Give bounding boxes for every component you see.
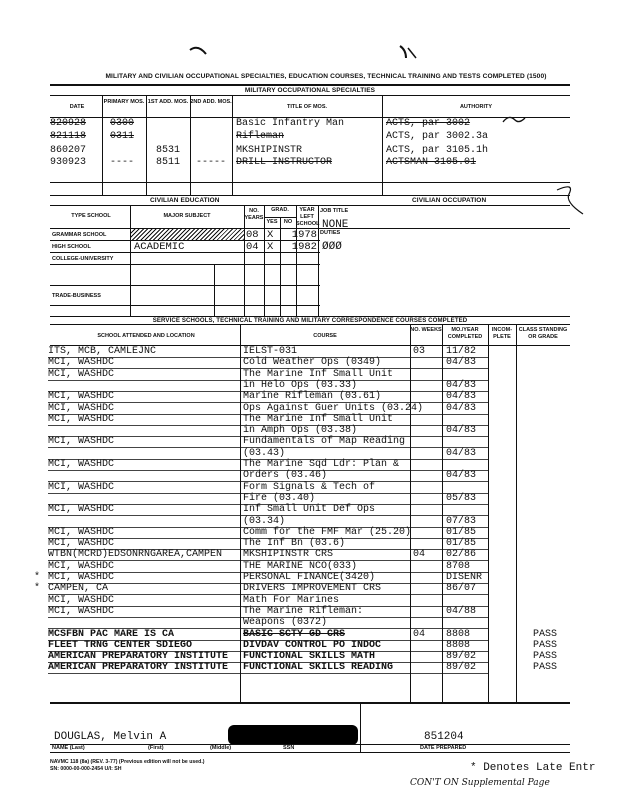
service-header-weeks: NO. WEEKS [410,327,442,333]
service-school: AMERICAN PREPARATORY INSTITUTE [48,662,229,673]
service-header-school: SCHOOL ATTENDED AND LOCATION [97,333,195,339]
civ-ed-header-year-left: YEAR LEFT SCHOOL [296,207,320,227]
mos-header-authority: AUTHORITY [459,104,493,110]
mos-date: 930923 [50,157,87,168]
service-course: Marine Rifleman (03.61) [243,391,382,402]
service-course: Form Signals & Tech of [243,482,376,493]
mos-date: 820928 [50,118,87,129]
footer-middle-label: (Middle) [210,745,232,751]
civ-ed-type: GRAMMAR SCHOOL [52,232,107,238]
service-course: The Marine Rifleman: [243,606,364,617]
service-grade: PASS [532,640,557,651]
service-school: MCI, WASHDC [48,391,115,402]
binder-mark-left [190,48,206,54]
footer-first-label: (First) [148,745,164,751]
service-completed: 04/83 [446,470,477,481]
mos-header-first-add: 1ST ADD. MOS. [147,99,189,105]
service-completed: 01/85 [446,527,477,538]
service-header-completed: MO./YEAR COMPLETED [447,327,483,340]
mos-header-title: TITLE OF MOS. [286,104,328,110]
binder-mark-right-tick [408,48,416,58]
civ-ed-type: TRADE-BUSINESS [52,293,101,299]
service-course: BASIC SCTY GD CRS [243,629,346,640]
footer-date-label: DATE PREPARED [420,745,467,751]
service-course: IELST-031 [243,346,298,357]
service-header-course: COURSE [313,333,337,339]
service-course: Inf Small Unit Def Ops [243,504,376,515]
civ-ed-header-type: TYPE SCHOOL [71,213,111,219]
civ-occ-job-title: NONE [322,219,349,231]
mos-date: 821118 [50,131,87,142]
footer-form-id: NAVMC 118 (8a) (REV. 3-77) (Previous edition will not be used.) [50,759,205,765]
service-course: Ops Against Guer Units (03.24) [243,403,424,414]
service-grade: PASS [532,651,557,662]
service-weeks: 04 [413,629,426,640]
service-course: Fundamentals of Map Reading [243,436,406,447]
redacted-block [228,725,358,745]
service-completed: 04/83 [446,357,477,368]
civ-ed-years: 04 [246,241,259,253]
footer-continued-note: CON'T ON Supplemental Page [410,778,550,788]
civ-ed-year-left: 1982 [291,241,317,253]
service-school: MCI, WASHDC [48,436,115,447]
service-school: WTBN(MCRD)EDSONRNGAREA,CAMPEN [48,549,223,560]
service-completed: 8808 [446,629,471,640]
civ-ed-header-yes: YES [266,219,278,225]
civ-ed-year-left: 1978 [291,229,317,241]
service-course: (03.34) [243,516,286,527]
service-completed: 07/83 [446,516,477,527]
service-completed: 04/83 [446,448,477,459]
service-course: Orders (03.46) [243,470,328,481]
mos-title: MKSHIPINSTR [236,145,303,156]
grammar-school-hatched-area [130,229,244,240]
mos-primary: 0300 [110,118,135,129]
mos-authority: ACTSMAN 3105.01 [386,157,477,168]
service-course: DIVDAV CONTROL PO INDOC [243,640,382,651]
service-course: Fire (03.40) [243,493,316,504]
mos-authority: ACTS, par 3002 [386,118,471,129]
service-school: MCI, WASHDC [48,606,115,617]
civ-occ-job-title-label: JOB TITLE [320,208,349,214]
civ-ed-type: HIGH SCHOOL [52,244,91,250]
service-course: (03.43) [243,448,286,459]
civ-ed-type: COLLEGE-UNIVERSITY [52,256,114,262]
civ-occ-duties: ØØØ [322,241,342,253]
civ-ed-major: ACADEMIC [134,241,185,253]
service-school: MCI, WASHDC [48,369,115,380]
civ-ed-grad-yes: X [267,241,274,253]
service-grade: PASS [532,629,557,640]
form-title: MILITARY AND CIVILIAN OCCUPATIONAL SPECIALTIES, EDUCATION COURSES, TECHNICAL TRAINING AND TESTS COMPLETED (1500) [105,73,547,80]
service-row-rule [48,673,488,674]
mos-authority: ACTS, par 3002.3a [386,131,489,142]
service-course: in Amph Ops (03.38) [243,425,358,436]
footer-stock-number: SN: 0000-00-000-2454 U/I: SH [50,766,122,772]
service-completed: 86/07 [446,583,477,594]
service-course: The Marine Sqd Ldr: Plan & [243,459,400,470]
service-course: FUNCTIONAL SKILLS READING [243,662,394,673]
service-weeks: 04 [413,549,426,560]
service-weeks: 03 [413,346,426,357]
civ-ed-grad-yes: X [267,229,274,241]
service-completed: 11/82 [446,346,477,357]
service-completed: 04/83 [446,403,477,414]
service-completed: 04/83 [446,425,477,436]
civ-ed-header-major: MAJOR SUBJECT [163,213,211,219]
mos-first-add: 8531 [156,145,181,156]
service-course: Cold Weather Ops (0349) [243,357,382,368]
service-school: MCI, WASHDC [48,357,115,368]
service-school: MCI, WASHDC [48,504,115,515]
mos-title: Basic Infantry Man [236,118,345,129]
civ-occ-section-title: CIVILIAN OCCUPATION [412,197,487,204]
service-course: THE MARINE NCO(033) [243,561,358,572]
civ-ed-section-title: CIVILIAN EDUCATION [150,197,220,204]
service-school: MCI, WASHDC [48,572,115,583]
service-school: MCI, WASHDC [48,482,115,493]
mos-section-title: MILITARY OCCUPATIONAL SPECIALTIES [244,87,376,94]
service-school: MCI, WASHDC [48,538,115,549]
service-course: The Marine Inf Small Unit [243,369,394,380]
mos-second-add: ----- [196,157,227,168]
mos-first-add: 8511 [156,157,181,168]
service-completed: 04/83 [446,380,477,391]
civ-ed-header-years: NO. YEARS [244,208,264,221]
service-school: CAMPEN, CA [48,583,109,594]
civ-ed-header-grad: GRAD. [271,207,289,213]
mos-primary: ---- [110,157,135,168]
service-late-mark: * [34,583,41,594]
civ-occ-duties-label: DUTIES [320,230,341,236]
service-course: in Helo Ops (03.33) [243,380,358,391]
footer-name-label: NAME (Last) [52,745,85,751]
service-school: MCSFBN PAC MARE IS CA [48,629,175,640]
footer-late-entry-note: * Denotes Late Entr [470,762,596,774]
service-school: MCI, WASHDC [48,414,115,425]
service-course: Comm for the FMF Mar (25.20) [243,527,412,538]
civ-ed-years: 08 [246,229,259,241]
service-school: MCI, WASHDC [48,595,115,606]
handwritten-curve-mark [555,180,595,220]
service-course: Math For Marines [243,595,340,606]
service-school: MCI, WASHDC [48,527,115,538]
footer-ssn-label: SSN [283,745,295,751]
service-course: PERSONAL FINANCE(3420) [243,572,376,583]
mos-date: 860207 [50,145,87,156]
service-late-mark: * [34,572,41,583]
service-completed: 04/88 [446,606,477,617]
footer-name-value: DOUGLAS, Melvin A [54,731,167,743]
service-course: MKSHIPINSTR CRS [243,549,334,560]
service-course: The Inf Bn (03.6) [243,538,346,549]
mos-primary: 0311 [110,131,135,142]
binder-mark-right [400,46,406,58]
mos-title: Rifleman [236,131,285,142]
mos-title: DRILL INSTRUCTOR [236,157,333,168]
service-completed: 8708 [446,561,471,572]
service-header-incomplete: INCOM- PLETE [491,327,513,340]
service-course: Weapons (0372) [243,617,328,628]
footer-date-value: 851204 [424,731,464,743]
service-school: AMERICAN PREPARATORY INSTITUTE [48,651,229,662]
service-completed: 05/83 [446,493,477,504]
mos-authority: ACTS, par 3105.1h [386,145,489,156]
civ-ed-header-no: NO [283,219,293,225]
service-school: FLEET TRNG CENTER SDIEGO [48,640,193,651]
service-header-standing: CLASS STANDING OR GRADE [518,327,568,340]
mos-header-primary: PRIMARY MOS. [103,99,145,105]
mos-header-date: DATE [69,104,85,110]
service-completed: 01/85 [446,538,477,549]
service-grade: PASS [532,662,557,673]
service-completed: 8808 [446,640,471,651]
service-completed: DISENR [446,572,483,583]
service-school: MCI, WASHDC [48,403,115,414]
service-school: MCI, WASHDC [48,459,115,470]
service-course: DRIVERS IMPROVEMENT CRS [243,583,382,594]
service-school: ITS, MCB, CAMLEJNC [48,346,157,357]
service-completed: 89/02 [446,662,477,673]
service-section-title: SERVICE SCHOOLS, TECHNICAL TRAINING AND MILITARY CORRESPONDENCE COURSES COMPLETED [152,317,468,324]
service-completed: 89/02 [446,651,477,662]
service-course: The Marine Inf Small Unit [243,414,394,425]
service-completed: 02/86 [446,549,477,560]
mos-header-second-add: 2ND ADD. MOS. [190,99,232,105]
handwritten-check-mark [500,114,530,128]
service-school: MCI, WASHDC [48,561,115,572]
service-course: FUNCTIONAL SKILLS MATH [243,651,376,662]
service-completed: 04/83 [446,391,477,402]
